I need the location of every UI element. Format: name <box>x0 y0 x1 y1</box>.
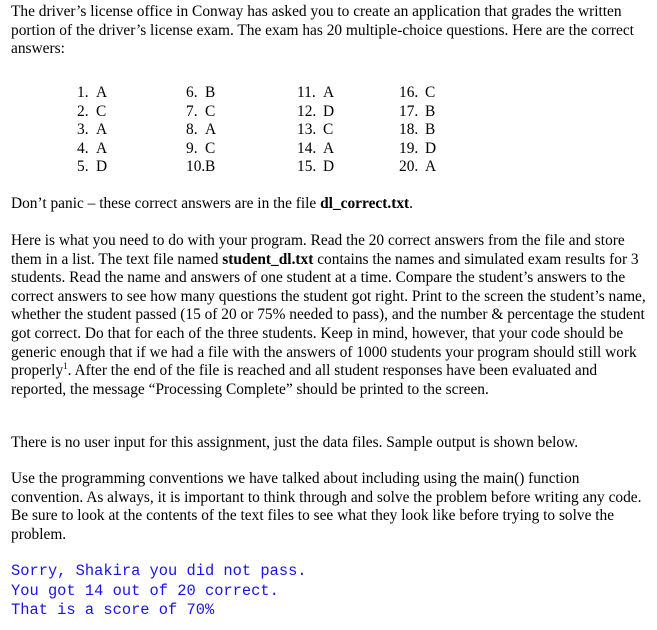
answer-item <box>186 103 216 122</box>
answer-letter: A <box>205 121 217 139</box>
sample-output-line: You got 14 out of 20 correct. <box>11 581 279 600</box>
question-number: 3. <box>77 121 89 139</box>
answer-letter: B <box>425 102 436 120</box>
instructions-part-1: Here is what you need to do with your program. Read the 20 correct answers from the file and store them in a list. The text file named <box>11 232 625 268</box>
question-number: 10. <box>186 158 206 176</box>
correct-file-name: dl_correct.txt <box>320 195 410 212</box>
question-number: 6. <box>186 84 198 101</box>
answer-item <box>399 121 436 140</box>
question-number: 5. <box>77 158 89 176</box>
answer-item <box>77 103 107 122</box>
question-number: 8. <box>186 121 198 139</box>
question-number: 2. <box>77 102 89 120</box>
intro-paragraph: The driver’s license office in Conway has asked you to create an application that grades the written portion of the driver’s license exam. The exam has 20 multiple-choice questions. Here are the correct answers: <box>11 3 634 58</box>
answer-item <box>399 103 436 122</box>
answer-letter: B <box>205 158 216 176</box>
answer-column-4 <box>399 84 436 177</box>
answer-letter: D <box>323 158 335 176</box>
answer-column-1 <box>77 84 107 177</box>
answer-item <box>186 140 216 159</box>
answer-item <box>399 84 436 103</box>
question-number: 14. <box>297 139 317 157</box>
question-number: 17. <box>399 102 419 120</box>
question-number: 16. <box>399 84 419 101</box>
answer-letter: A <box>323 139 335 157</box>
answer-item <box>77 84 107 103</box>
question-number: 19. <box>399 139 419 157</box>
answer-letter: A <box>96 139 108 157</box>
answer-item <box>186 121 216 140</box>
answer-key <box>0 84 657 180</box>
question-number: 15. <box>297 158 317 176</box>
footnote-marker: 1 <box>63 361 68 372</box>
answer-letter: C <box>205 102 216 120</box>
question-number: 4. <box>77 139 89 157</box>
instructions-part-3: . After the end of the file is reached and all student responses have been evaluated and reported, the message “Processing Complete” should be printed to the screen. <box>11 362 598 398</box>
panic-paragraph <box>11 195 651 214</box>
answer-letter: A <box>323 84 335 101</box>
instructions-part-2: contains the names and simulated exam results for 3 students. Read the name and answers of one student at a time. Compare the student’s answers to the correct answers to see how many questions the student got right. Print to the screen the student’s name, whether the student passed (15 of 20 or 75% needed to pass), and the number & percentage the student got correct. Do that for each of the three students. Keep in mind, however, that your code should be generic enough that if we had a file with the answers of 1000 students your program should still work properly <box>11 250 646 380</box>
question-number: 13. <box>297 121 317 139</box>
question-number: 20. <box>399 158 419 176</box>
answer-item <box>77 140 107 159</box>
question-number: 11. <box>297 84 316 101</box>
answer-letter: A <box>96 84 108 101</box>
question-number: 18. <box>399 121 419 139</box>
no-input-paragraph: There is no user input for this assignment, just the data files. Sample output is shown below. <box>11 434 579 451</box>
answer-item <box>297 140 334 159</box>
question-number: 7. <box>186 102 198 120</box>
instructions-paragraph <box>11 232 651 399</box>
answer-item <box>186 84 216 103</box>
answer-column-2 <box>186 84 216 177</box>
answer-letter: D <box>323 102 335 120</box>
answer-letter: B <box>205 84 216 101</box>
answer-letter: B <box>425 121 436 139</box>
sample-output-line: That is a score of 70% <box>11 601 215 619</box>
answer-item <box>297 103 334 122</box>
answer-item <box>186 158 216 177</box>
panic-text: Don’t panic – these correct answers are in the file <box>11 195 321 212</box>
sample-output <box>11 562 307 621</box>
answer-item <box>399 158 436 177</box>
answer-letter: A <box>96 121 108 139</box>
answer-item <box>399 140 436 159</box>
sample-output-line: Sorry, Shakira you did not pass. <box>11 562 307 580</box>
answer-letter: D <box>425 139 437 157</box>
student-file-name: student_dl.txt <box>222 250 314 268</box>
answer-item <box>297 158 334 177</box>
answer-letter: C <box>96 102 107 120</box>
conventions-paragraph: Use the programming conventions we have talked about including using the main() function convention. As always, it is important to think through and solve the problem before writing any code. Be sure to look at the contents of the text files to see what they look like before trying to solve the problem. <box>11 470 642 543</box>
answer-letter: C <box>205 139 216 157</box>
answer-letter: C <box>425 84 436 101</box>
question-number: 1. <box>77 84 89 101</box>
answer-item <box>77 158 107 177</box>
panic-end: . <box>409 195 414 212</box>
answer-item <box>297 84 334 103</box>
answer-item <box>297 121 334 140</box>
answer-item <box>77 121 107 140</box>
question-number: 9. <box>186 139 198 157</box>
answer-letter: C <box>323 121 334 139</box>
question-number: 12. <box>297 102 317 120</box>
answer-letter: D <box>96 158 108 176</box>
answer-column-3 <box>297 84 334 177</box>
answer-letter: A <box>425 158 437 176</box>
